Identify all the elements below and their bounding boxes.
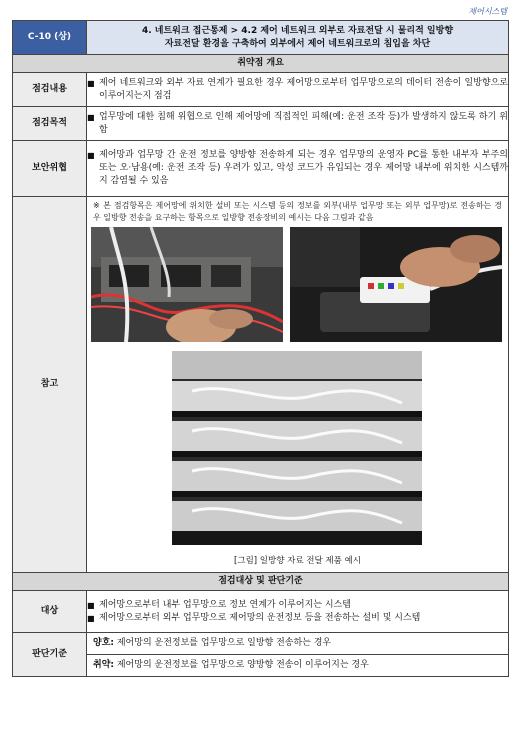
check-content-text: 제어 네트워크와 외부 자료 연계가 필요한 경우 제어망으로부터 업무망으로의 데이터 전송이 일방향으로 이루어지는지 점검 (99, 77, 508, 101)
row-label-check-purpose: 점검목적 (13, 107, 87, 141)
item-id: C-10 (상) (13, 21, 87, 55)
row-label-reference: 참고 (13, 197, 87, 573)
judgement-bad (87, 655, 509, 677)
judgement-good (87, 633, 509, 655)
photo-oneway-device (290, 227, 502, 342)
photo-area (87, 227, 508, 572)
bad-key: 취약: (93, 660, 114, 670)
bullet-icon: ■ (87, 151, 95, 160)
reference-note: ※ 본 점검항목은 제어망에 위치한 설비 또는 시스템 등의 정보를 외부(내부 업무망 또는 외부 업무망)로 전송하는 경우 일방향 전송을 요구하는 항목으로 일방향 전송장비의 예시는 다음 그림과 같음 (93, 201, 502, 222)
row-label-check-content: 점검내용 (13, 73, 87, 107)
overview-section: 취약점 개요 (13, 55, 509, 73)
check-purpose-text: 업무망에 대한 침해 위협으로 인해 제어망에 직접적인 피해(예: 운전 조작 등)가 발생하지 않도록 하기 위함 (99, 111, 508, 135)
target-item-1: 제어망으로부터 내부 업무망으로 정보 연계가 이루어지는 시스템 (99, 599, 351, 610)
bullet-icon: ■ (87, 78, 95, 88)
item-title-line2: 자료전달 환경을 구축하여 외부에서 제어 네트워크로의 침입을 차단 (164, 38, 431, 49)
corner-label: 제어시스템 (468, 7, 507, 16)
good-text: 제어망의 운전정보를 업무망으로 일방향 전송하는 경우 (114, 638, 332, 648)
target-item-2: 제어망으로부터 외부 업무망으로 제어망의 운전정보 등을 전송하는 설비 및 시스템 (99, 612, 421, 623)
criteria-section: 점검대상 및 판단기준 (13, 573, 509, 591)
checklist-table (12, 20, 509, 677)
item-title-line1: 4. 네트워크 접근통제 > 4.2 제어 네트워크 외부로 자료전달 시 물리적 일방향 (141, 25, 454, 36)
row-label-judgement: 판단기준 (13, 633, 87, 677)
good-key: 양호: (93, 638, 114, 648)
bullet-icon: ■ (87, 600, 95, 610)
bullet-icon: ■ (87, 112, 95, 122)
item-title (87, 21, 509, 55)
figure-caption: [그림] 일방향 자료 전달 제품 예시 (234, 556, 361, 566)
photo-cable-connection (91, 227, 283, 342)
security-threat-text: 제어망과 업무망 간 운전 정보를 양방향 전송하게 되는 경우 업무망의 운영자 PC를 통한 내부자 부주의 또는 오·남용(예: 운전 조작 등) 우려가 있고, 악성 코드가 유입되는 경우 제어망 내부에 위치한 시스템까지 감염될 수 있음 (99, 150, 508, 186)
photo-rack-devices (172, 351, 422, 545)
bad-text: 제어망의 운전정보를 업무망으로 양방향 전송이 이루어지는 경우 (114, 660, 369, 670)
row-label-security-threat: 보안위협 (13, 141, 87, 197)
row-label-target: 대상 (13, 591, 87, 633)
bullet-icon: ■ (87, 613, 95, 623)
